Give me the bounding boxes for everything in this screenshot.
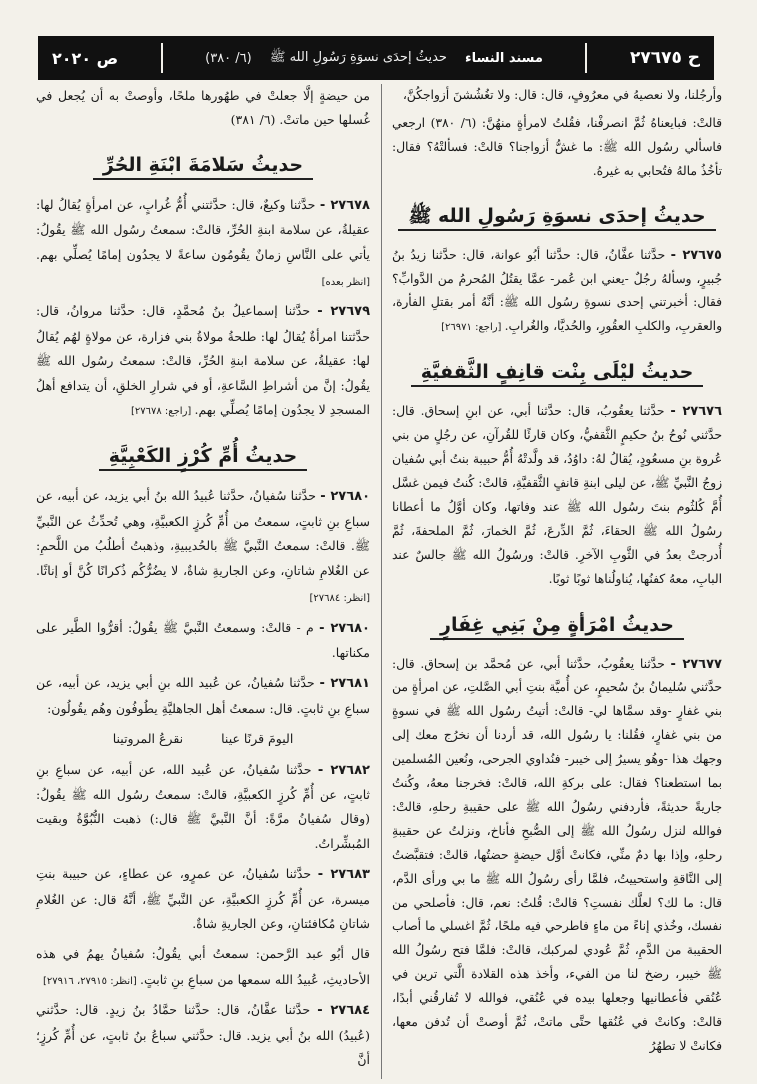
hadith-paragraph xyxy=(36,193,370,296)
editor-note xyxy=(36,942,370,994)
header-volume-ref: (٦/ ٣٨٠) xyxy=(205,50,252,66)
hadith-number: ٢٧٦٧٩ - xyxy=(317,304,371,320)
hadith-text: قال أبُو عبد الرَّحمن: سمعتُ أبي يقُولُ: سُفيانُ يهمُ في هذه الأحاديثِ، عُبيدُ الله سمعها من سباعِ بنِ ثابتٍ. xyxy=(36,946,370,987)
section-title: حديثُ أُمِّ كُرْزٍ الكَعْبِيَّةِ xyxy=(36,442,370,470)
hadith-text: م - قالتْ: وسمعتُ النَّبيَّ ﷺ يقُولُ: أقرُّوا الطَّير على مكناتها. xyxy=(36,619,370,660)
header-hadith-number: ح ٢٧٦٧٥ xyxy=(629,48,700,68)
hadith-text: حدَّثنا يعقُوبُ، حدَّثنا أبي، عن مُحمَّد بن إسحاق. قال: حدَّثني سُليمانُ بنُ سُحيمٍ، عن أُميَّة بنتِ أبي الصَّلتِ، عن امرأةٍ من بني غفارٍ -وقد سمَّاها لي- قالتْ: أتيتُ رسُول الله ﷺ في نسوةٍ من بني غفارٍ، فقُلنا: يا رسُول الله، قد أردنا أن نخرُج معك إلى وجهك هذا -وهُو يسيرُ إلى خيبر- فنُداوي الجرحى، ونُعين المُسلمين بما استطعنا؟ فقال: على بركةِ الله، قالتْ: فخرجنا معهُ، وكُنتُ جاريةً حديثةً، فأردفني رسُولُ الله ﷺ على حقيبةِ رحلهِ، قالتْ: فوالله لنزل رسُولُ الله ﷺ إلى الصُّبحِ فأناخ، ونزلتُ عن حقيبةِ رحلهِ، وإذا بها دمٌ منِّي، فكانتْ أوَّل حيضةٍ حضتُها، قالتْ: فتقبَّضتُ إلى النَّاقةِ واستحييتُ، فلمَّا رأى رسُولُ الله ﷺ ما بي ورأى الدَّم، قال: ما لك؟ لعلَّك نفستِ؟ قالتْ: قُلتُ: نعم، قال: فأصلحي من نفسك، وخُذي إناءً من ماءٍ فاطرحي فيه ملحًا، ثُمَّ اغسلي ما أصاب الحقيبة من الدَّمِ، ثُمَّ عُودي لمركبك، قالتْ: فلمَّا فتح رسُولُ الله ﷺ خيبر، رضخ لنا من الفيء، وأخذ هذه القلادة الَّتي ترين في عُنُقي فأعطانيها وجعلها بيده في عُنُقي، فوالله لا تُفارقُني أبدًا، قالتْ: وكانتْ في عُنُقها حتَّى ماتتْ، ثُمَّ أوصتْ أن تُدفن معها، فكانتْ لا تطهُرُ xyxy=(392,656,722,1053)
cross-reference: [انظر: ٢٧٦٨٤] xyxy=(309,593,370,605)
section-title: حديثُ إحدَى نسوَةِ رَسُولِ الله ﷺ xyxy=(392,202,722,230)
running-header xyxy=(38,36,714,80)
hadith-paragraph xyxy=(36,299,370,424)
cross-reference: [راجع: ٢٧٦٧٨] xyxy=(130,406,195,418)
header-musnad: مسند النساء xyxy=(464,50,543,66)
hadith-paragraph xyxy=(392,244,722,341)
hadith-number: ٢٧٦٧٨ - xyxy=(319,197,370,213)
cross-reference: [انظر: ٢٧٩١٥، ٢٧٩١٦] xyxy=(43,975,140,987)
hadith-number: ٢٧٦٨١ - xyxy=(319,676,370,692)
hadith-paragraph xyxy=(36,998,370,1074)
hadith-text: حدَّثنا سُفيانُ، عن عمرٍو، عن عطاءٍ، عن حبيبة بنتِ ميسرة، عن أُمِّ كُرزٍ الكعبيَّةِ، عن النَّبيِّ ﷺ، أنَّهُ قال: عن الغُلامِ شاتانِ مُكافئتانِ، وعن الجاريةِ شاةٌ. xyxy=(36,866,370,931)
intro-line: قالتْ: فبايعناهُ ثُمَّ انصرفْنا، فقُلتُ لامرأةٍ منهُنَّ: (٦/ ٣٨٠) ارجعي فاسألي رسُول الله ﷺ: ما غشُّ أزواجنا؟ قالتْ: فسألتْهُ؟ فقال: تأخُذُ مالهُ فتُحابي به غيرهُ. xyxy=(392,115,722,178)
hadith-number: ٢٧٦٨٢ - xyxy=(317,762,370,778)
hadith-text: حدَّثنا وكيعٌ، قال: حدَّثتني أُمُّ غُرابٍ، عن امرأةٍ يُقالُ لها: عقيلةُ، عن سلامة ابنةِ الحُرِّ، قالتْ: سمعتُ رسُول الله ﷺ يقُولُ: يأتي على النَّاسِ زمانٌ يقُومُون ساعةً لا يجدُون إمامًا يُصلِّي بهم. xyxy=(36,196,370,262)
hadith-text: حدَّثنا سُفيانُ، عن عُبيد الله، عن أبيه، عن سباعِ بنِ ثابتٍ، عن أُمِّ كُرزٍ الكعبيَّةِ، قالتْ: سمعتُ رسُول الله ﷺ يقُولُ: (وقال سُفيانُ مرَّةً: أنَّ النَّبيَّ ﷺ قال:) ذهبت النُّبُوَّةُ وبقيت المُبشِّراتُ. xyxy=(36,761,370,851)
hadith-paragraph xyxy=(36,484,370,611)
hadith-paragraph xyxy=(36,862,370,938)
hadith-paragraph xyxy=(392,400,722,592)
hadith-paragraph xyxy=(36,758,370,859)
header-chapter: حديثُ إحدَى نسوَةِ رَسُولِ الله ﷺ xyxy=(269,49,447,65)
section-title: حديثُ ليْلَى بِنْت قانِفٍ الثَّقفيَّةِ xyxy=(392,358,722,386)
intro-line: وأرجُلنا، ولا نعصيهُ في معرُوفٍ، قال: قال: ولا تغُشُشنَ أزواجكُنَّ، xyxy=(402,88,722,102)
intro-line: من حيضةٍ إلَّا جعلتْ في طهُورها ملحًا، وأوصتْ به أن يُجعل في غُسلها حين ماتتْ. (٦/ ٣٨١) xyxy=(36,88,370,128)
hadith-text: حدَّثنا سُفيانُ، حدَّثنا عُبيدُ الله بنُ أبي يزيد، عن أبيه، عن سباعِ بنِ ثابتٍ، سمعتُ من أُمِّ كُرزٍ الكعبيَّةِ، وهي تُحدِّثُ عن النَّبيِّ ﷺ. قالتْ: سمعتُ النَّبيَّ ﷺ بالحُديبيةِ، وذهبتُ أطلُبُ من اللَّحمِ: عن الغُلامِ شاتانِ، وعن الجاريةِ شاةٌ، لا يضُرُّكُم ذُكرانًا كُنَّ أو إناثًا. xyxy=(36,488,370,578)
hadith-number: ٢٧٦٨٠ - xyxy=(320,489,371,505)
hadith-text: حدَّثنا عفَّانُ، قال: حدَّثنا حمَّادُ بنُ زيدٍ. قال: حدَّثني (عُبيدُ) الله بنُ أبي يزيد. قال: حدَّثني سباعُ بنُ ثابتٍ، عن أُمِّ كُرزٍ؛ أنَّ xyxy=(36,1002,370,1067)
section-title: حديثُ امْرَأةٍ مِنْ بَنِي غِفَارٍ xyxy=(392,611,722,639)
cross-reference: [راجع: ٢٦٩٧١] xyxy=(441,322,505,334)
hadith-number: ٢٧٦٧٧ - xyxy=(670,656,722,672)
right-column xyxy=(392,84,722,1064)
hadith-paragraph xyxy=(392,653,722,1060)
header-divider xyxy=(585,43,587,73)
hadith-number: ٢٧٦٧٦ - xyxy=(670,404,723,420)
poetry-verse xyxy=(36,727,370,751)
column-divider xyxy=(381,84,382,1079)
header-center xyxy=(205,49,543,68)
hadith-text: حدَّثنا إسماعيلُ بنُ مُحمَّدٍ، قال: حدَّثنا مروانُ، قال: حدَّثتنا امرأةٌ يُقالُ لها: طلحةُ مولاةُ بني فزارة، عن مولاةٍ لهُم يُقالُ لها: عقيلةُ، عن سلامة ابنةِ الحُرِّ، قالتْ: سمعتُ رسُول الله ﷺ يقُولُ: إنَّ من أشراطِ السَّاعةِ، أو في شرارِ الخلقِ، أن يتدافع أهلُ المسجدِ لا يجدُون إمامًا يُصلِّي بهم. xyxy=(36,303,370,418)
verse-hemistich: نقرعُ المروتينا xyxy=(112,731,184,747)
cross-reference: [انظر بعده] xyxy=(321,277,370,289)
hadith-paragraph xyxy=(36,671,370,723)
hadith-number: ٢٧٦٨٤ - xyxy=(317,1003,371,1019)
hadith-text: حدَّثنا يعقُوبُ، قال: حدَّثنا أبي، عن ابنِ إسحاق. قال: حدَّثني نُوحُ بنُ حكيمٍ الثَّقفيُّ، وكان قارئًا للقُرآنِ، عن رجُلٍ من بني عُروة بنِ مسعُودٍ، يُقالُ لهُ: داوُدُ، قد ولَّدتْهُ أُمُّ حبيبة بنتُ أبي سُفيان زوجُ النَّبيِّ ﷺ، عن ليلى ابنةِ قانفٍ الثَّقفيَّةِ، قالتْ: كُنتُ فيمن غسَّل أُمَّ كُلثُوم بنتَ رسُول الله ﷺ عند وفاتها، وكان أوَّلُ ما أعطانا رسُولُ الله ﷺ الحقاءَ، ثُمَّ الدِّرعَ، ثُمَّ الخمارَ، ثُمَّ الملحفةَ، ثُمَّ أُدرجتْ بعدُ في الثَّوبِ الآخرِ. قالتْ: ورسُولُ الله ﷺ جالسٌ عند البابِ، معهُ كفنُها، يُناولُناها ثوبًا ثوبًا. xyxy=(392,404,722,586)
hadith-number: ٢٧٦٨٣ - xyxy=(317,867,370,883)
hadith-text: حدَّثنا سُفيانُ، عن عُبيد الله بنِ أبي يزيد، عن أبيه، عن سباعِ بنِ ثابتٍ. قال: سمعتُ أهل الجاهليَّةِ يطُوفُون وهُم يقُولُون: xyxy=(36,675,370,716)
section-title: حديثُ سَلامَةَ ابْنَةِ الحُرِّ xyxy=(36,151,370,179)
hadith-number: ٢٧٦٧٥ - xyxy=(670,247,722,263)
header-page-number: ص ٢٠٢٠ xyxy=(52,48,119,68)
left-column xyxy=(36,84,370,1078)
hadith-text: حدَّثنا عفَّانُ، قال: حدَّثنا أبُو عوانة، قال: حدَّثنا زيدُ بنُ جُبيرٍ، وسألهُ رجُلٌ -يعني ابن عُمر- عمَّا يقتُلُ المُحرمُ من الدَّوابِّ؟ فقال: أخبرتني إحدى نسوةِ رسُول الله ﷺ: أنَّهُ أمر بقتلِ الفأرة، والعقربِ، والكلبِ العقُورِ، والحُديَّا، والغُرابِ. xyxy=(392,247,722,334)
hadith-paragraph xyxy=(36,616,370,668)
hadith-number: ٢٧٦٨٠ - xyxy=(319,620,370,636)
verse-hemistich: اليومَ قرنًا عينا xyxy=(221,731,294,747)
header-divider xyxy=(161,43,163,73)
